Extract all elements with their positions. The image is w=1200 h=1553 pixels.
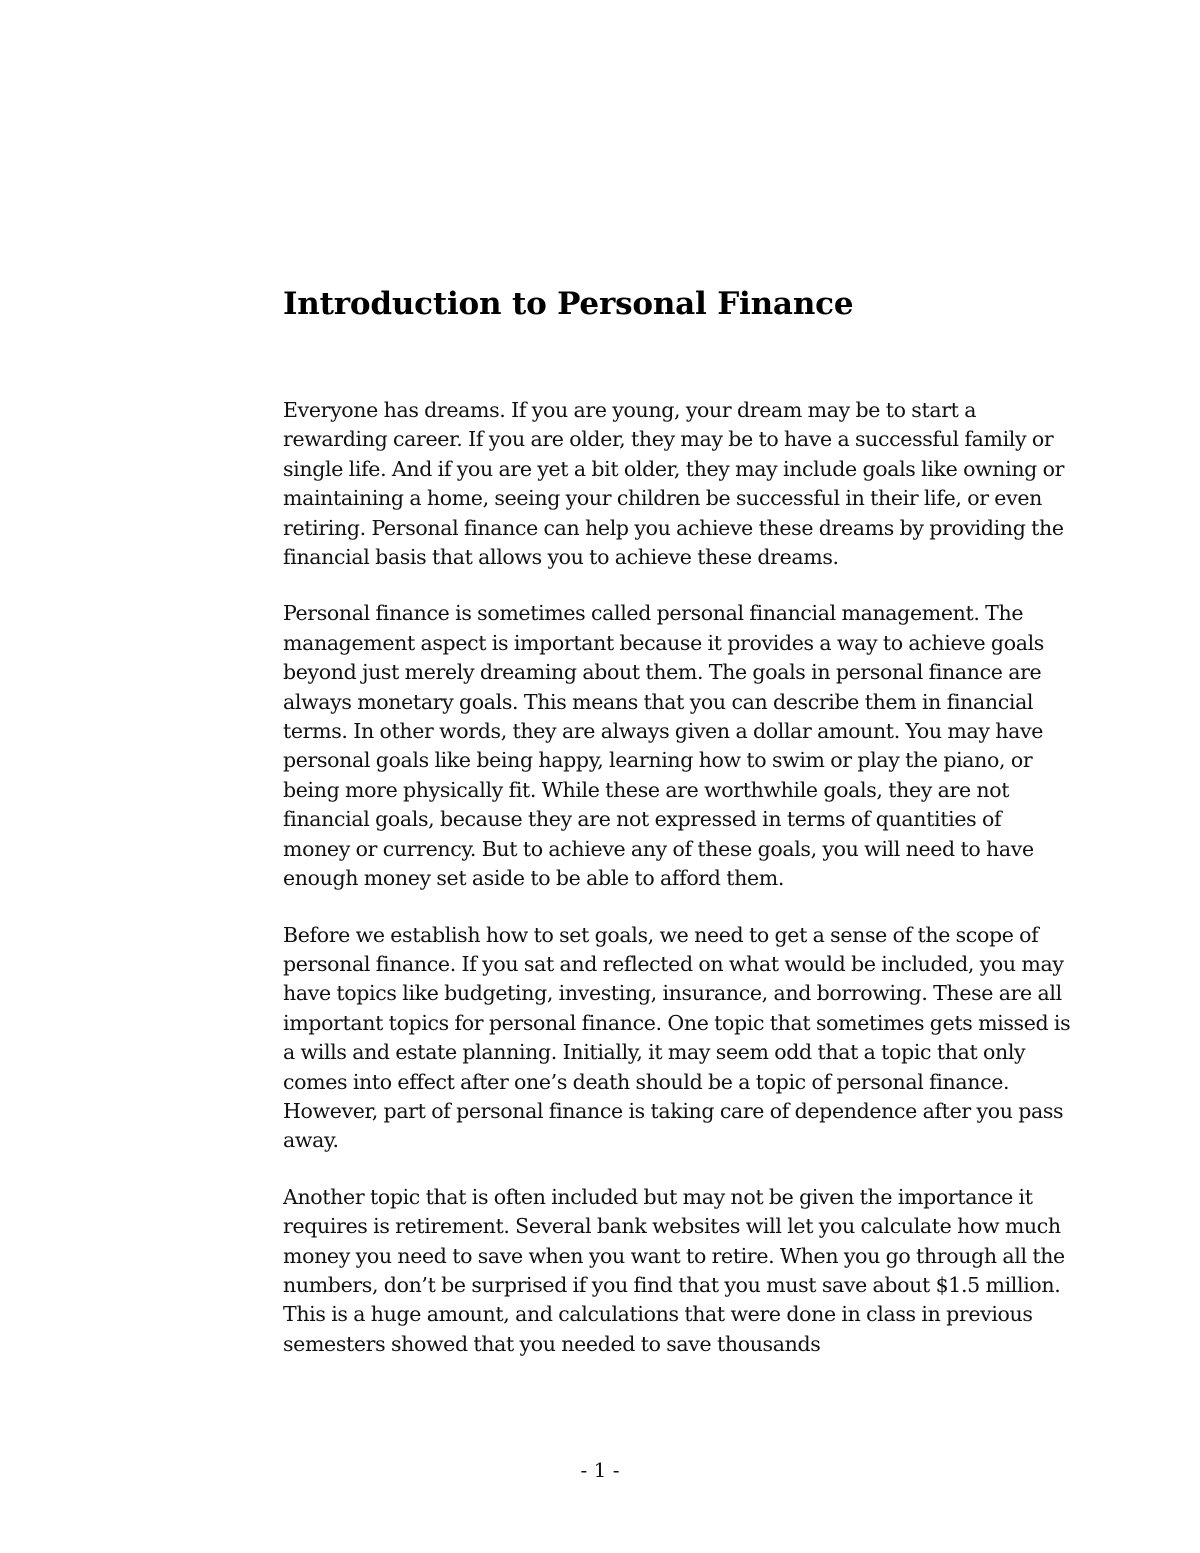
paragraph-1: Everyone has dreams. If you are young, your dream may be to start a rewarding career. If you are older, they may be to have a successful family or single life. And if you are yet a bit older, they may include goals like owning or maintaining a home, seeing your children be successful in their life, or even retiring. Personal finance can help you achieve these dreams by providing the financial basis that allows you to achieve these dreams. <box>283 398 1065 570</box>
paragraph-3: Before we establish how to set goals, we need to get a sense of the scope of personal finance. If you sat and reflected on what would be included, you may have topics like budgeting, investing, insurance, and borrowing. These are all important topics for personal finance. One topic that sometimes gets missed is a wills and estate planning. Initially, it may seem odd that a topic that only comes into effect after one’s death should be a topic of personal finance. However, part of personal finance is taking care of dependence after you pass away. <box>283 922 1071 1153</box>
body-text <box>283 396 1073 1386</box>
paragraph-4: Another topic that is often included but may not be given the importance it requires is retirement. Several bank websites will let you calculate how much money you need to save when you want to retire. When you go through all the numbers, don’t be surprised if you find that you must save about $1.5 million. This is a huge amount, and calculations that were done in class in previous semesters showed that you needed to save thousands <box>283 1184 1065 1356</box>
paragraph-2: Personal finance is sometimes called personal financial management. The management aspect is important because it provides a way to achieve goals beyond just merely dreaming about them. The goals in personal finance are always monetary goals. This means that you can describe them in financial terms. In other words, they are always given a dollar amount. You may have personal goals like being happy, learning how to swim or play the piano, or being more physically fit. While these are worthwhile goals, they are not financial goals, because they are not expressed in terms of quantities of money or currency. But to achieve any of these goals, you will need to have enough money set aside to be able to afford them. <box>283 601 1044 891</box>
page-number: - 1 - <box>580 1458 620 1482</box>
page-title: Introduction to Personal Finance <box>283 286 854 322</box>
